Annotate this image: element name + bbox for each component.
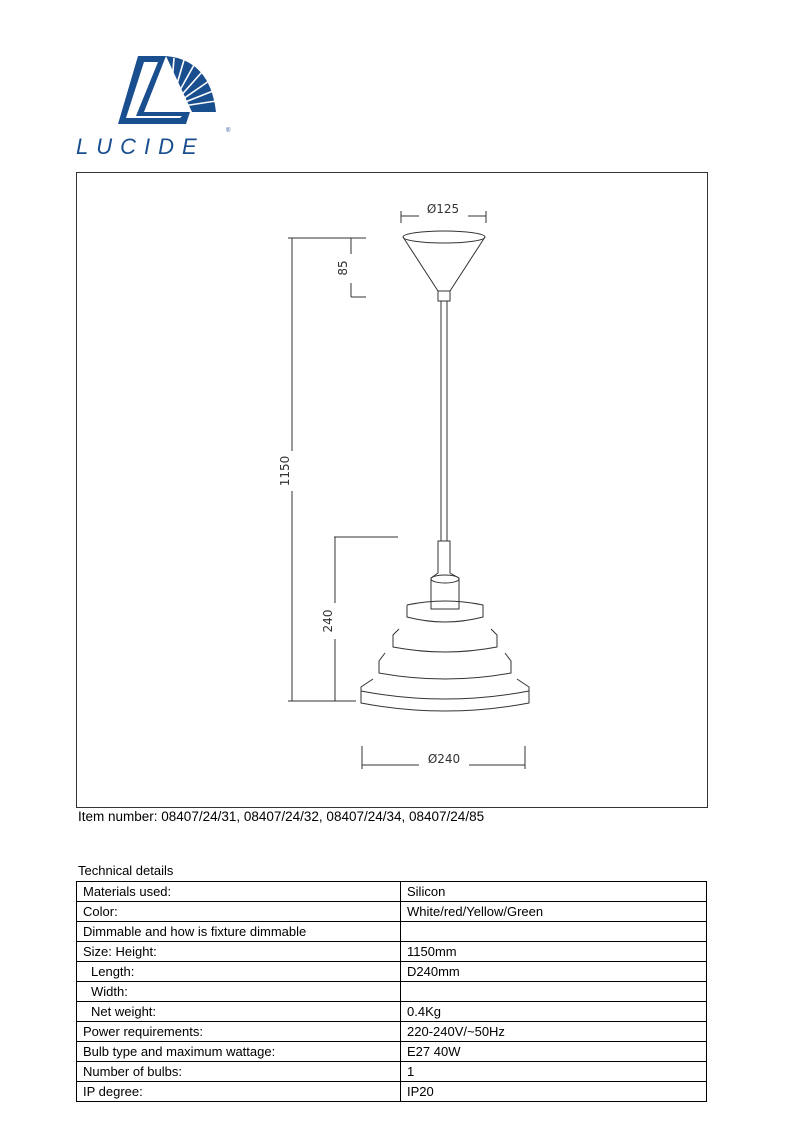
technical-details-table (76, 881, 707, 1102)
table-row (77, 1042, 707, 1062)
table-row (77, 1082, 707, 1102)
row-label: Materials used: (77, 882, 401, 902)
table-row (77, 1002, 707, 1022)
row-value: IP20 (401, 1082, 707, 1102)
row-value: 1150mm (401, 942, 707, 962)
row-value (401, 922, 707, 942)
dim-total-height: 1150 (278, 455, 292, 487)
technical-drawing (76, 172, 708, 808)
lamp-diagram (77, 173, 707, 807)
item-number: Item number: 08407/24/31, 08407/24/32, 08407/24/34, 08407/24/85 (78, 809, 485, 824)
row-label: Number of bulbs: (77, 1062, 401, 1082)
table-row (77, 942, 707, 962)
table-row (77, 1022, 707, 1042)
row-label: Net weight: (77, 1002, 401, 1022)
lucide-logo (70, 52, 240, 162)
dim-shade-height: 240 (321, 609, 335, 633)
row-label: Dimmable and how is fixture dimmable (77, 922, 401, 942)
svg-text:LUCIDE: LUCIDE (76, 134, 205, 159)
row-label: Size: Height: (77, 942, 401, 962)
row-value: 1 (401, 1062, 707, 1082)
dim-top-diameter: Ø125 (426, 202, 460, 216)
row-value: 0.4Kg (401, 1002, 707, 1022)
technical-details-title: Technical details (78, 863, 174, 878)
svg-text:®: ® (226, 128, 231, 134)
row-value: Silicon (401, 882, 707, 902)
table-row (77, 882, 707, 902)
dim-shade-diameter: Ø240 (427, 752, 461, 766)
row-value (401, 982, 707, 1002)
row-label: Color: (77, 902, 401, 922)
row-label: Width: (77, 982, 401, 1002)
row-label: Power requirements: (77, 1022, 401, 1042)
table-row (77, 922, 707, 942)
table-row (77, 982, 707, 1002)
row-value: D240mm (401, 962, 707, 982)
dim-canopy-height: 85 (336, 260, 350, 276)
row-value: White/red/Yellow/Green (401, 902, 707, 922)
row-label: Bulb type and maximum wattage: (77, 1042, 401, 1062)
table-row (77, 962, 707, 982)
table-row (77, 1062, 707, 1082)
row-label: Length: (77, 962, 401, 982)
row-label: IP degree: (77, 1082, 401, 1102)
table-row (77, 902, 707, 922)
row-value: 220-240V/~50Hz (401, 1022, 707, 1042)
row-value: E27 40W (401, 1042, 707, 1062)
